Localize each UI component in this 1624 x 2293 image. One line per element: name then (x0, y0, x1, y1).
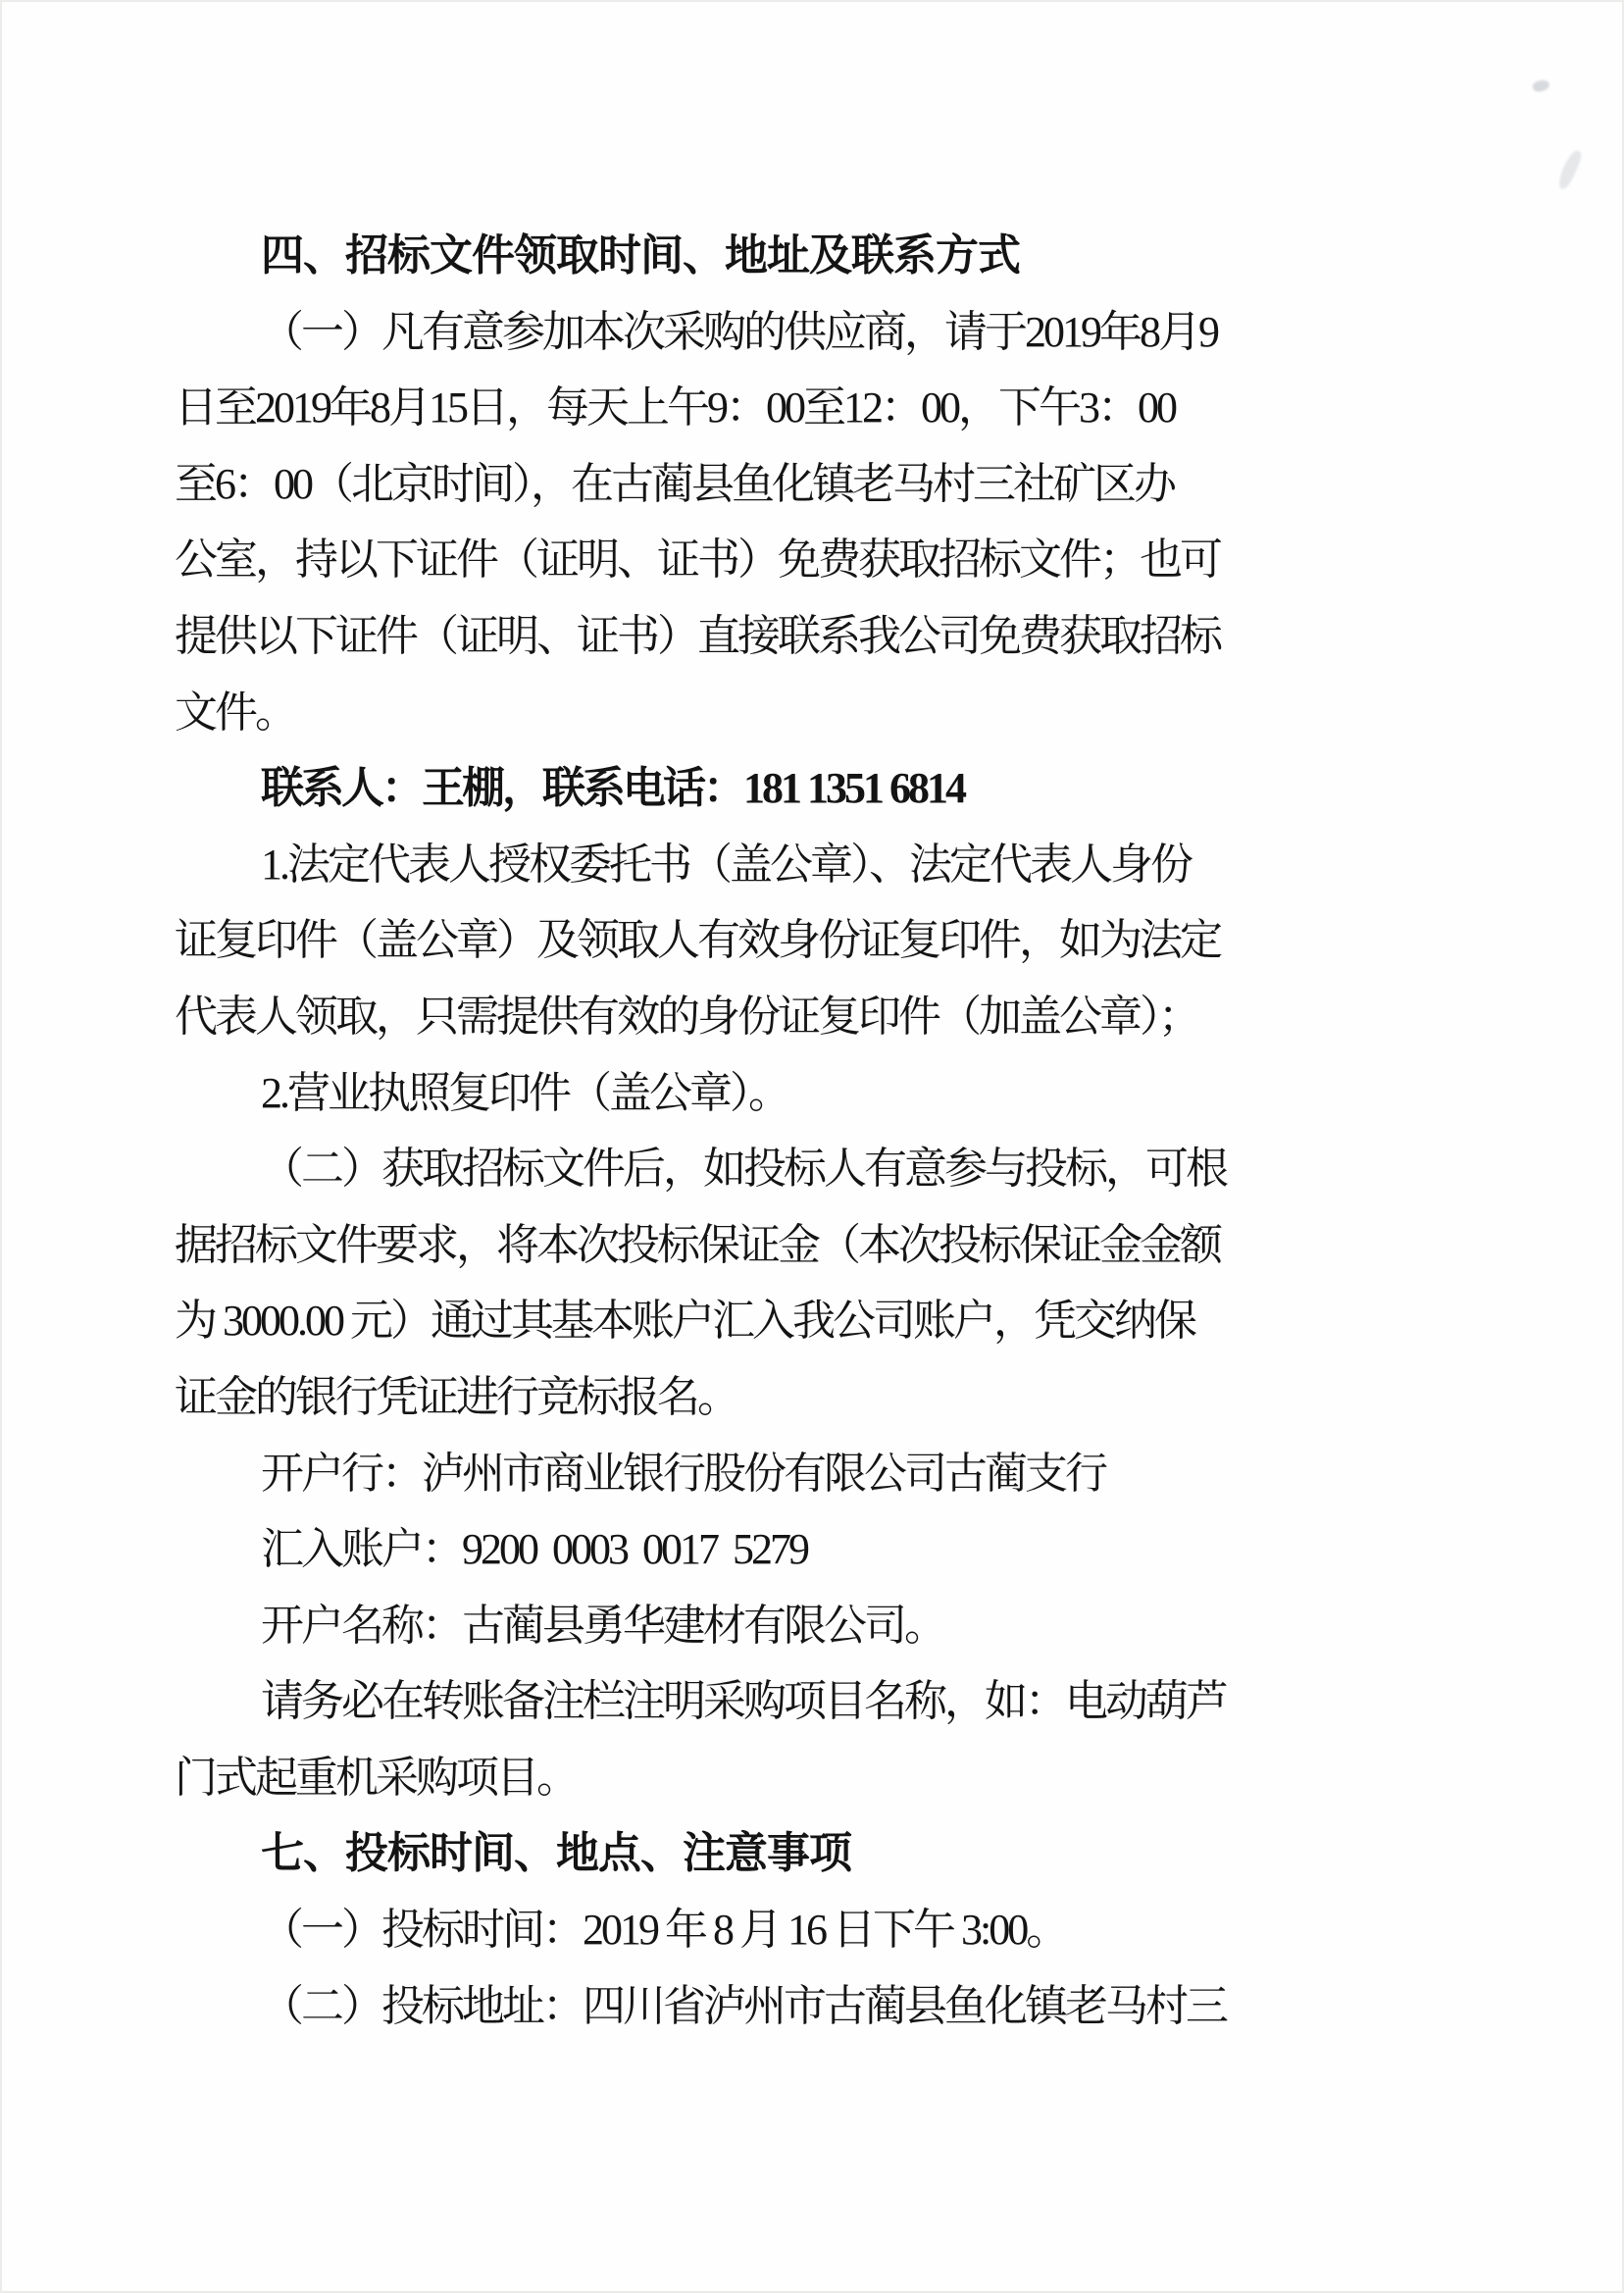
text-line: 1.法定代表人授权委托书（盖公章）、法定代表人身份 (261, 840, 1191, 889)
section-7-heading: 七、投标时间、地点、注意事项 (261, 1829, 851, 1878)
document-text (175, 218, 1226, 2044)
text-line: 证复印件（盖公章）及领取人有效身份证复印件，如为法定 (175, 916, 1220, 965)
scan-artifact (1532, 78, 1551, 94)
text-line: 2.营业执照复印件（盖公章）。 (261, 1068, 788, 1117)
text-line: 代表人领取，只需提供有效的身份证复印件（加盖公章）； (175, 992, 1198, 1041)
text-line: 证金的银行凭证进行竞标报名。 (175, 1372, 737, 1421)
text-line: 文件。 (175, 688, 295, 737)
text-line: （一）凡有意参加本次采购的供应商，请于2019年8月9 (261, 307, 1217, 356)
text-line: 门式起重机采购项目。 (175, 1753, 577, 1802)
text-line: 请务必在转账备注栏注明采购项目名称，如：电动葫芦 (261, 1677, 1226, 1726)
account-number-line: 汇入账户：9200 0003 0017 5279 (261, 1525, 807, 1574)
text-line: 为 3000.00 元）通过其基本账户汇入我公司账户，凭交纳保 (175, 1297, 1194, 1346)
text-line: （二）获取招标文件后，如投标人有意参与投标，可根 (261, 1145, 1226, 1194)
text-line: 据招标文件要求，将本次投标保证金（本次投标保证金金额 (175, 1220, 1220, 1269)
bid-address-line: （二）投标地址：四川省泸州市古蔺县鱼化镇老马村三 (261, 1981, 1226, 2030)
contact-line: 联系人：王棚，联系电话：181 1351 6814 (261, 764, 964, 813)
scan-artifact (1555, 148, 1584, 191)
account-name-line: 开户名称：古蔺县勇华建材有限公司。 (261, 1601, 944, 1650)
text-line: 日至2019年8月15日，每天上午9：00至12：00，下午3：00 (175, 383, 1175, 433)
bank-name-line: 开户行：泸州市商业银行股份有限公司古蔺支行 (261, 1449, 1105, 1498)
text-line: 提供以下证件（证明、证书）直接联系我公司免费获取招标 (175, 611, 1220, 660)
section-4-heading: 四、招标文件领取时间、地址及联系方式 (261, 231, 1020, 280)
bid-time-line: （一）投标时间：2019 年 8 月 16 日下午 3:00。 (261, 1906, 1067, 1955)
text-line: 至6：00（北京时间），在古蔺县鱼化镇老马村三社矿区办 (175, 459, 1174, 508)
text-line: 公室，持以下证件（证明、证书）免费获取招标文件；也可 (175, 535, 1220, 585)
